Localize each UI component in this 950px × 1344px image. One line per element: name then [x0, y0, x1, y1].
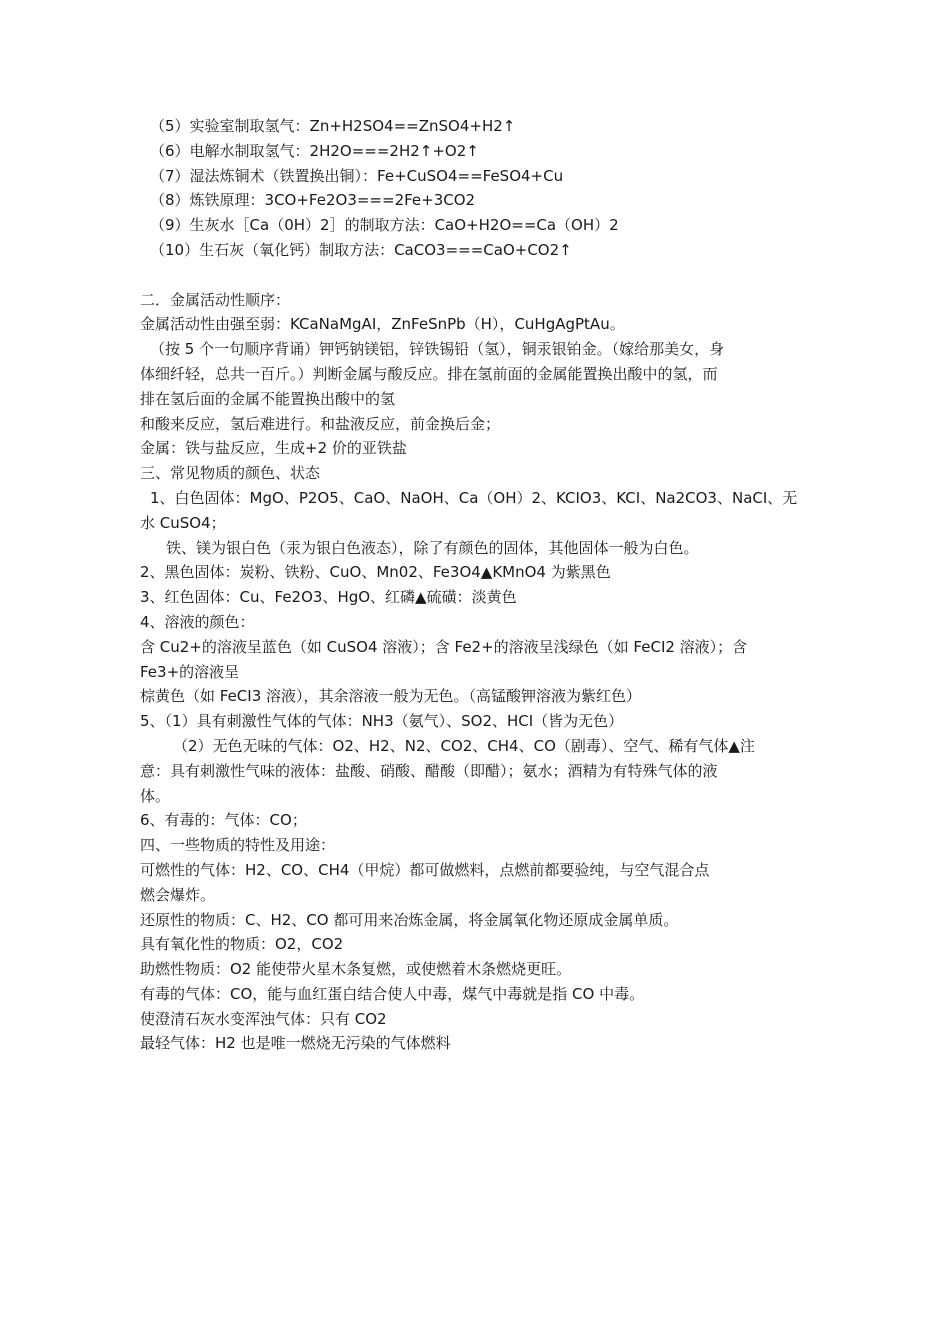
paragraph-line: 使澄清石灰水变浑浊气体：只有 CO2 — [140, 1009, 387, 1028]
paragraph-line: 6、有毒的：气体：CO； — [140, 811, 307, 830]
paragraph-line: Fe3+的溶液呈 — [140, 662, 240, 681]
equation-line: （7）湿法炼铜术（铁置换出铜）：Fe+CuSO4==FeSO4+Cu — [150, 166, 564, 185]
document-page — [140, 114, 820, 1056]
paragraph-line: 铁、镁为银白色（汞为银白色液态），除了有颜色的固体，其他固体一般为白色。 — [166, 538, 699, 557]
equation-line: （6）电解水制取氢气：2H2O===2H2↑+O2↑ — [150, 141, 479, 160]
paragraph-line: 棕黄色（如 FeCI3 溶液），其余溶液一般为无色。（高锰酸钾溶液为紫红色） — [140, 687, 642, 706]
paragraph-line: 还原性的物质：C、H2、CO 都可用来冶炼金属，将金属氧化物还原成金属单质。 — [140, 910, 679, 929]
equation-line: （5）实验室制取氢气：Zn+H2SO4==ZnSO4+H2↑ — [150, 117, 516, 135]
section-heading: 四、一些物质的特性及用途： — [140, 836, 336, 855]
properties-uses-section — [140, 833, 820, 1056]
paragraph-line: 3、红色固体：Cu、Fe2O3、HgO、红磷▲硫磺：淡黄色 — [140, 588, 517, 607]
paragraph-line: 体。 — [140, 786, 171, 805]
equation-line: （8）炼铁原理：3CO+Fe2O3===2Fe+3CO2 — [150, 191, 476, 210]
colors-states-section — [140, 461, 820, 833]
paragraph-line: 和酸来反应，氢后难进行。和盐液反应，前金换后金； — [140, 414, 501, 433]
paragraph-line: 水 CuSO4； — [140, 513, 226, 532]
paragraph-line: （2）无色无味的气体：O2、H2、N2、CO2、CH4、CO（剧毒）、空气、稀有气体▲注 — [173, 736, 755, 755]
blank-line — [140, 263, 820, 288]
paragraph-line: 体细纤轻，总共一百斤。）判断金属与酸反应。排在氢前面的金属能置换出酸中的氢，而 — [140, 364, 718, 383]
paragraph-line: 具有氧化性的物质：O2，CO2 — [140, 935, 344, 954]
paragraph-line: 燃会爆炸。 — [140, 885, 216, 904]
paragraph-line: 排在氢后面的金属不能置换出酸中的氢 — [140, 389, 396, 408]
equation-line: （10）生石灰（氧化钙）制取方法：CaCO3===CaO+CO2↑ — [150, 240, 572, 259]
paragraph-line: 助燃性物质：O2 能使带火星木条复燃，或使燃着木条燃烧更旺。 — [140, 960, 572, 979]
equation-list — [140, 114, 820, 263]
paragraph-line: 意：具有刺激性气味的液体：盐酸、硝酸、醋酸（即醋）；氨水；酒精为有特殊气体的液 — [140, 761, 718, 780]
paragraph-line: 金属：铁与盐反应，生成+2 价的亚铁盐 — [140, 439, 407, 458]
section-heading: 三、常见物质的颜色、状态 — [140, 464, 321, 483]
paragraph-line: 含 Cu2+的溶液呈蓝色（如 CuSO4 溶液）；含 Fe2+的溶液呈浅绿色（如 FeCI2 溶液）；含 — [140, 637, 748, 656]
section-heading: 二．金属活动性顺序： — [140, 290, 291, 309]
paragraph-line: 金属活动性由强至弱：KCaNaMgAI，ZnFeSnPb（H），CuHgAgPtAu。 — [140, 315, 625, 334]
paragraph-line: （按 5 个一句顺序背诵）钾钙钠镁铝，锌铁锡铅（氢），铜汞银铂金。（嫁给那美女，身 — [150, 340, 725, 359]
metal-activity-section — [140, 288, 820, 462]
paragraph-line: 5、（1）具有刺激性气体的气体：NH3（氨气）、SO2、HCI（皆为无色） — [140, 712, 624, 731]
paragraph-line: 4、溶液的颜色： — [140, 612, 255, 631]
paragraph-line: 1、白色固体：MgO、P2O5、CaO、NaOH、Ca（OH）2、KCIO3、KCI、Na2CO3、NaCI、无 — [150, 488, 798, 507]
paragraph-line: 有毒的气体：CO，能与血红蛋白结合使人中毒，煤气中毒就是指 CO 中毒。 — [140, 984, 645, 1003]
paragraph-line: 2、黑色固体：炭粉、铁粉、CuO、Mn02、Fe3O4▲KMnO4 为紫黑色 — [140, 563, 611, 582]
equation-line: （9）生灰水［Ca（0H）2］的制取方法：CaO+H2O==Ca（OH）2 — [150, 216, 619, 235]
paragraph-line: 最轻气体：H2 也是唯一燃烧无污染的气体燃料 — [140, 1034, 451, 1053]
paragraph-line: 可燃性的气体：H2、CO、CH4（甲烷）都可做燃料，点燃前都要验纯，与空气混合点 — [140, 860, 710, 879]
